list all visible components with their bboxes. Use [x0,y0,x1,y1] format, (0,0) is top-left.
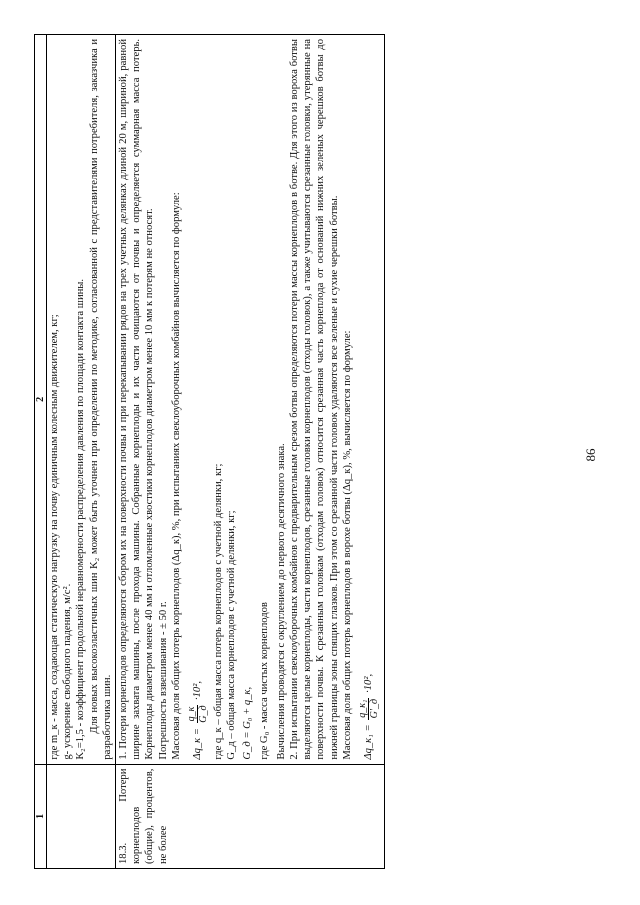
formula-denominator: G'_д [369,698,381,719]
formula-rhs: ·10², [191,680,203,701]
row1-left-cell [47,764,116,868]
formula-fraction [186,705,209,724]
row1-line-new-tires: Для новых высокоэластичных шин K₂ может быть уточнен при определении по методике, согласованной с представителями потребителя, заказчика и разработчика шин. [88,39,113,760]
header-col-1: 1 [35,764,47,868]
formula-tops-loss [357,39,380,760]
rounding-note: Вычисления проводятся с округлением до первого десятичного знака. [275,443,287,760]
indicator-name: 18.3. Потери корнеплодов (общие), процентов, не более [116,764,385,868]
header-col-2: 2 [35,35,47,765]
where-g0: где G₀ - масса чистых корнеплодов [258,602,270,760]
method-paragraph-1: 1. Потери корнеплодов определяются сбором их на поверхности почвы и при перекапывании рядов на трех учетных делянках длиной 20 м, шириной, равной ширине захвата машины, после прохода машины. Собранные корнеплоды и их части очищаются от почвы и определяется суммарная масса потерь. Корнеплоды диаметром менее 40 мм и отломленные хвостики корнеплодов диаметром менее 10 мм к потерям не относят. [118,39,156,760]
table-row [47,35,116,869]
table-header-row [35,35,47,869]
method-description [116,35,385,765]
formula-total-loss [186,39,209,760]
row1-right-cell [47,35,116,765]
formula-numerator: q_к [186,706,198,722]
table-row [116,35,385,869]
weighing-accuracy: Погрешность взвешивания - ± 50 г. [157,601,169,760]
row1-line-gravity: g- ускорение свободного падения, м/с². [62,583,74,760]
row1-line-mass: где m_к - масса, создающая статическую нагрузку на почву единичным колесным движителем, кг; [49,314,60,760]
spec-table [34,34,385,869]
formula-lhs: Δq_к = [191,728,203,760]
formula-fraction [357,698,380,720]
method-paragraph-3: Массовая доля общих потерь корнеплодов (Δq_к), %, при испытаниях свеклоуборочных комбайнов вычисляется по формуле: [170,192,182,760]
method-paragraph-2: 2. При испытании свеклоуборочных комбайнов с предварительным срезом ботвы определяются потери массы корнеплодов в ботве. Для этого из вороха ботвы выделяются целые корнеплоды, части корнеплодов, срезанные головки корнеплодов (отходы головок), а также учитываются срезанные головки, утерянные на поверхности почвы. К срезанным головкам (отходам головок) относится срезанная часть корнеплода от оснований нижних зеленых черешков ботвы до нижней границы зоны спящих глазков. При этом со срезанной части головок удаляются все зеленые и сухие черешки ботвы. [289,39,340,760]
formula-rhs: ·10², [363,673,374,693]
formula-denominator: G_д [198,705,210,723]
formula-lhs: Δq_к₁ = [363,724,374,760]
row1-line-k2: K₂=1,5 - коэффициент продольной неравномерности распределения давления по площади контакта шины. [75,278,87,760]
where-qk: где q_к – общая масса потерь корнеплодов с учетной делянки, кг; [213,463,225,760]
where-gd: G_д – общая масса корнеплодов с учетной делянки, кг; [226,510,238,760]
page-number: 86 [583,448,598,462]
formula-numerator: q_к₁ [357,699,369,718]
formula-gd: G_д = G₀ + q_к, [242,686,254,760]
method-paragraph-tops: Массовая доля общих потерь корнеплодов в ворохе ботвы (Δq_к), %, вычисляется по формуле: [341,330,353,760]
